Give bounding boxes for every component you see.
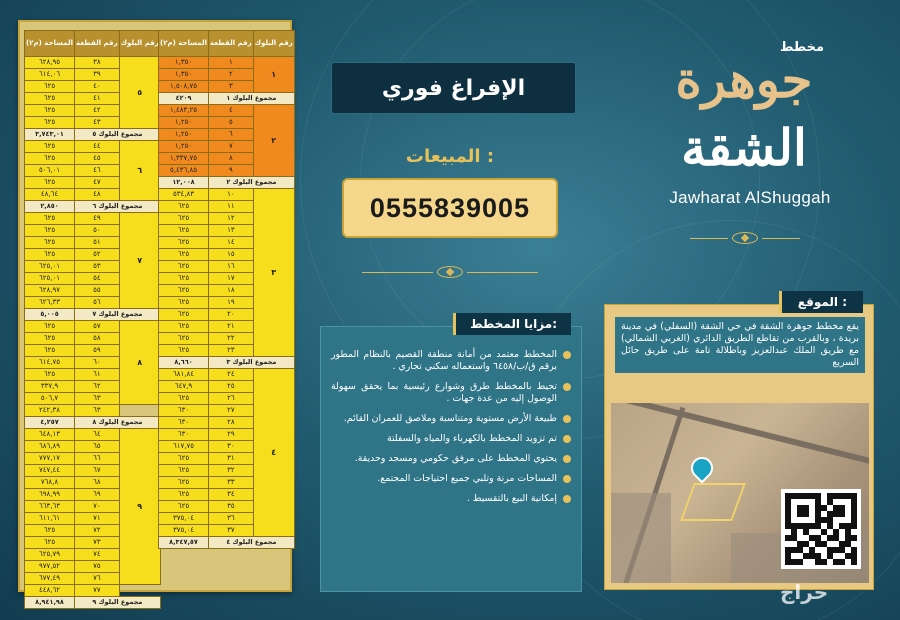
block-total-label: مجموع البلوك ٩ bbox=[75, 597, 161, 609]
lot-area: ٦٢٥ bbox=[159, 261, 209, 273]
lot-number: ٥٠ bbox=[75, 225, 120, 237]
block-number: ٧ bbox=[119, 213, 160, 309]
lot-number: ٦١ bbox=[75, 369, 120, 381]
lot-number: ٦٧ bbox=[75, 465, 120, 477]
table-row bbox=[25, 141, 161, 153]
lot-number: ٤٨ bbox=[75, 189, 120, 201]
watermark-logo: حراج bbox=[780, 580, 829, 604]
lot-area: ٤٤٨,٦٢ bbox=[25, 585, 75, 597]
location-map[interactable] bbox=[611, 403, 869, 583]
lot-area: ٦٢٥ bbox=[25, 153, 75, 165]
lot-number: ٣٨ bbox=[75, 57, 120, 69]
table-row bbox=[159, 369, 295, 381]
lot-area: ١,٣٣٧,٧٥ bbox=[159, 153, 209, 165]
lot-area: ١,٢٥٠ bbox=[159, 141, 209, 153]
lot-number: ٤٠ bbox=[75, 81, 120, 93]
location-description: يقع مخطط جوهرة الشقة في حي الشقة (السفلي) في مدينة بريدة ، وبالقرب من تقاطع الطريق الدائري (الغربي الشمالي) مع طريق الملك عبدالعزيز وباطلالة تامة على طريق حائل السريع bbox=[615, 317, 865, 373]
lot-area: ٦٢٥ bbox=[25, 537, 75, 549]
lot-area: ٦٢٥ bbox=[159, 333, 209, 345]
lot-number: ٣ bbox=[209, 81, 254, 93]
lot-area: ٩٧٧,٥٢ bbox=[25, 561, 75, 573]
header-area: المساحة (م٢) bbox=[159, 31, 209, 57]
lot-number: ٨ bbox=[209, 153, 254, 165]
lot-area: ٦٧٧,٤٩ bbox=[25, 573, 75, 585]
lot-area: ٧٦٨,٨ bbox=[25, 477, 75, 489]
lot-number: ٧٠ bbox=[75, 501, 120, 513]
lots-table-panel bbox=[18, 20, 293, 606]
header-block: رقم البلوك bbox=[253, 31, 294, 57]
lot-number: ٣١ bbox=[209, 453, 254, 465]
ornament-divider bbox=[690, 228, 800, 248]
feature-text: تحيط بالمخطط طرق وشوارع رئيسية بما يحقق سهولة الوصول إليه من عدة جهات . bbox=[331, 381, 557, 404]
block-total-row bbox=[159, 357, 295, 369]
table-row bbox=[159, 189, 295, 201]
lot-area: ٦٢٥ bbox=[25, 333, 75, 345]
lot-number: ٤٤ bbox=[75, 141, 120, 153]
lot-area: ٧٤٧,٤٤ bbox=[25, 465, 75, 477]
lot-number: ٥١ bbox=[75, 237, 120, 249]
lot-number: ٧٧ bbox=[75, 585, 120, 597]
lot-number: ١٢ bbox=[209, 213, 254, 225]
brand-prefix: مخطط bbox=[779, 40, 824, 55]
lot-number: ٢٦ bbox=[209, 393, 254, 405]
block-total-label: مجموع البلوك ٣ bbox=[209, 357, 295, 369]
lot-area: ٦٢٥ bbox=[159, 225, 209, 237]
lot-number: ١٦ bbox=[209, 261, 254, 273]
block-total-value: ٨,٦٦٠ bbox=[159, 357, 209, 369]
lot-number: ٧١ bbox=[75, 513, 120, 525]
lot-area: ٦٢٥ bbox=[159, 393, 209, 405]
lot-number: ٦٤ bbox=[75, 429, 120, 441]
lot-number: ٥٥ bbox=[75, 285, 120, 297]
feature-item bbox=[331, 413, 571, 425]
block-total-row bbox=[25, 309, 161, 321]
table-row bbox=[25, 321, 161, 333]
lot-area: ٦٢٥ bbox=[159, 201, 209, 213]
lot-number: ٢٠ bbox=[209, 309, 254, 321]
lot-area: ٦٢٦,٣٣ bbox=[25, 297, 75, 309]
lot-area: ٦٢٥ bbox=[25, 141, 75, 153]
block-number: ٣ bbox=[253, 189, 294, 357]
lot-area: ٦٢٥ bbox=[159, 489, 209, 501]
lot-area: ٦٢٨,٩٧ bbox=[25, 285, 75, 297]
lot-number: ٦٣ bbox=[75, 393, 120, 405]
lot-area: ٦٣٠ bbox=[159, 405, 209, 417]
lot-area: ٦٢٨,٩٥ bbox=[25, 57, 75, 69]
brand-name-english: Jawharat AlShuggah bbox=[669, 188, 831, 207]
lot-number: ٤٩ bbox=[75, 213, 120, 225]
lot-area: ٦٢٥ bbox=[25, 105, 75, 117]
lot-number: ٥٨ bbox=[75, 333, 120, 345]
lot-area: ٦٢٥ bbox=[25, 525, 75, 537]
lot-area: ٦٨٦,٨٩ bbox=[25, 441, 75, 453]
table-row bbox=[159, 57, 295, 69]
block-total-value: ١٢,٠٠٨ bbox=[159, 177, 209, 189]
lot-area: ٦٢٥ bbox=[159, 297, 209, 309]
location-title: الموقع : bbox=[779, 291, 863, 313]
block-total-label: مجموع البلوك ٨ bbox=[75, 417, 161, 429]
block-number: ٥ bbox=[119, 57, 160, 129]
lot-area: ٦٢٥ bbox=[25, 177, 75, 189]
lot-area: ٦٢٥ bbox=[159, 213, 209, 225]
lot-area: ٧٧٧,١٧ bbox=[25, 453, 75, 465]
ornament-divider bbox=[362, 262, 538, 282]
lot-area: ٦٢٥ bbox=[25, 81, 75, 93]
lot-number: ٥٧ bbox=[75, 321, 120, 333]
lot-number: ٧٥ bbox=[75, 561, 120, 573]
lot-area: ٦٢٥ bbox=[159, 309, 209, 321]
lot-number: ٧٤ bbox=[75, 549, 120, 561]
lot-area: ٦٢٥ bbox=[25, 213, 75, 225]
header-block: رقم البلوك bbox=[119, 31, 160, 57]
lot-number: ٣٢ bbox=[209, 465, 254, 477]
lot-area: ٦٢٥,٠١ bbox=[25, 261, 75, 273]
bullet-icon bbox=[563, 475, 571, 483]
lot-number: ٢٤ bbox=[209, 369, 254, 381]
table-header-row bbox=[25, 31, 161, 57]
lot-area: ٦٣٠ bbox=[159, 417, 209, 429]
qr-module bbox=[851, 559, 857, 565]
map-pin-icon bbox=[686, 452, 717, 483]
lot-number: ٦٨ bbox=[75, 477, 120, 489]
lot-area: ٥٠٦,٧ bbox=[25, 393, 75, 405]
lot-number: ٣٣ bbox=[209, 477, 254, 489]
block-total-value: ٤,٢٥٧ bbox=[25, 417, 75, 429]
lot-area: ٦٢٥ bbox=[25, 321, 75, 333]
lot-number: ٦٢ bbox=[75, 381, 120, 393]
block-number: ٦ bbox=[119, 141, 160, 201]
block-total-value: ٥,٠٠٥ bbox=[25, 309, 75, 321]
lot-number: ٤١ bbox=[75, 93, 120, 105]
feature-item bbox=[331, 493, 571, 505]
header-lot: رقم القطعة bbox=[209, 31, 254, 57]
lot-area: ٦٢٥ bbox=[159, 453, 209, 465]
plot-outline bbox=[680, 483, 746, 521]
block-total-row bbox=[25, 129, 161, 141]
lot-number: ١٥ bbox=[209, 249, 254, 261]
lot-area: ٣٣٧,٩ bbox=[25, 381, 75, 393]
lot-area: ٥٠٦,٠١ bbox=[25, 165, 75, 177]
lot-number: ١٣ bbox=[209, 225, 254, 237]
block-total-label: مجموع البلوك ٧ bbox=[75, 309, 161, 321]
lot-number: ١٨ bbox=[209, 285, 254, 297]
lot-area: ٦٦٣,٦٣ bbox=[25, 501, 75, 513]
lot-number: ٧٣ bbox=[75, 537, 120, 549]
feature-item bbox=[331, 349, 571, 373]
brand-name-line2: الشقة bbox=[681, 118, 807, 177]
lot-area: ٦٢٥ bbox=[25, 237, 75, 249]
feature-text: المخطط معتمد من أمانة منطقة القصيم بالنظام المطور برقم ق/ب/٦٤٥٨ واستعماله سكني تجاري . bbox=[331, 349, 557, 372]
block-number: ٢ bbox=[253, 105, 294, 177]
lot-number: ٥٩ bbox=[75, 345, 120, 357]
lot-area: ١,٢٥٠ bbox=[159, 117, 209, 129]
lot-area: ٣٧٥,٠٤ bbox=[159, 525, 209, 537]
lot-area: ٦٢٥ bbox=[159, 501, 209, 513]
feature-text: تم تزويد المخطط بالكهرباء والمياه والسفلتة bbox=[386, 433, 557, 444]
lot-area: ١,٤٨٣,٢٥ bbox=[159, 105, 209, 117]
lot-number: ٣٥ bbox=[209, 501, 254, 513]
lot-number: ٢١ bbox=[209, 321, 254, 333]
bullet-icon bbox=[563, 435, 571, 443]
feature-text: يحتوي المخطط على مرفق حكومي ومسجد وحديقة. bbox=[354, 453, 557, 464]
lot-number: ١ bbox=[209, 57, 254, 69]
bullet-icon bbox=[563, 455, 571, 463]
features-list bbox=[321, 327, 581, 505]
instant-transfer-badge: الإفراغ فوري bbox=[331, 62, 576, 114]
lot-area: ٦٢٥ bbox=[159, 249, 209, 261]
feature-item bbox=[331, 453, 571, 465]
location-box bbox=[604, 295, 874, 590]
table-header-row bbox=[159, 31, 295, 57]
lot-number: ٢ bbox=[209, 69, 254, 81]
features-title: مزايا المخطط: bbox=[453, 313, 571, 335]
lot-number: ٦٥ bbox=[75, 441, 120, 453]
lot-number: ٤ bbox=[209, 105, 254, 117]
block-total-row bbox=[25, 417, 161, 429]
brand-name-line1: جوهرة bbox=[675, 50, 813, 109]
bullet-icon bbox=[563, 351, 571, 359]
lot-number: ٢٨ bbox=[209, 417, 254, 429]
header-lot: رقم القطعة bbox=[75, 31, 120, 57]
lot-number: ٦٠ bbox=[75, 357, 120, 369]
lot-number: ٥٤ bbox=[75, 273, 120, 285]
lot-area: ٥,٤٣٦,٨٥ bbox=[159, 165, 209, 177]
lot-area: ٦٤٧,٩ bbox=[159, 381, 209, 393]
lot-number: ١٧ bbox=[209, 273, 254, 285]
lot-area: ٦٢٥,٠١ bbox=[25, 273, 75, 285]
feature-text: المساحات مرنة وتلبي جميع احتياجات المجتمع. bbox=[377, 473, 557, 484]
qr-code[interactable] bbox=[781, 489, 861, 569]
lot-number: ١٩ bbox=[209, 297, 254, 309]
lot-area: ٦٢٥ bbox=[159, 345, 209, 357]
block-total-value: ٤٢٠٩ bbox=[159, 93, 209, 105]
lot-area: ٦١١,٦١ bbox=[25, 513, 75, 525]
lot-number: ٣٤ bbox=[209, 489, 254, 501]
table-row bbox=[25, 213, 161, 225]
lot-number: ١١ bbox=[209, 201, 254, 213]
brand-logo bbox=[630, 36, 870, 236]
lot-number: ٤٥ bbox=[75, 153, 120, 165]
lot-number: ٣٧ bbox=[209, 525, 254, 537]
block-total-row bbox=[159, 177, 295, 189]
lot-number: ١٠ bbox=[209, 189, 254, 201]
lots-table-right bbox=[158, 30, 295, 549]
block-total-label: مجموع البلوك ٢ bbox=[209, 177, 295, 189]
block-total-value: ٨,٩٤١,٩٨ bbox=[25, 597, 75, 609]
block-number: ٤ bbox=[253, 369, 294, 537]
qr-code-pattern bbox=[785, 493, 857, 565]
lot-number: ٣٠ bbox=[209, 441, 254, 453]
lot-area: ٤٨,٦٤ bbox=[25, 189, 75, 201]
lot-area: ٦٢٥ bbox=[25, 93, 75, 105]
lot-area: ٦١٤,٠٦ bbox=[25, 69, 75, 81]
lot-area: ٦٢٥ bbox=[25, 117, 75, 129]
block-total-label: مجموع البلوك ٦ bbox=[75, 201, 161, 213]
lot-number: ٦٩ bbox=[75, 489, 120, 501]
block-total-label: مجموع البلوك ٥ bbox=[75, 129, 161, 141]
lot-number: ٣٦ bbox=[209, 513, 254, 525]
table-row bbox=[25, 405, 161, 417]
lot-area: ٦١٧,٧٥ bbox=[159, 441, 209, 453]
table-row bbox=[25, 585, 161, 597]
features-box bbox=[320, 317, 582, 592]
feature-item bbox=[331, 381, 571, 405]
lot-area: ٦٢٥ bbox=[159, 321, 209, 333]
lot-area: ٥٣٤,٨٣ bbox=[159, 189, 209, 201]
sales-label: المبيعات : bbox=[405, 146, 495, 167]
lot-number: ٤٧ bbox=[75, 177, 120, 189]
lot-area: ٦٢٥ bbox=[25, 345, 75, 357]
header-area: المساحة (م٢) bbox=[25, 31, 75, 57]
lot-number: ٥٦ bbox=[75, 297, 120, 309]
lot-number: ٩ bbox=[209, 165, 254, 177]
block-total-value: ٨,٣٤٧,٥٧ bbox=[159, 537, 209, 549]
lot-number: ٤٦ bbox=[75, 165, 120, 177]
block-total-value: ٣,٧٤٣,٠١ bbox=[25, 129, 75, 141]
lot-number: ٤٣ bbox=[75, 117, 120, 129]
lot-number: ٥ bbox=[209, 117, 254, 129]
block-total-row bbox=[25, 201, 161, 213]
block-number: ١ bbox=[253, 57, 294, 93]
block-total-label: مجموع البلوك ١ bbox=[209, 93, 295, 105]
lot-area: ٦٢٥ bbox=[159, 285, 209, 297]
feature-item bbox=[331, 473, 571, 485]
lot-area: ٦٣٠ bbox=[159, 429, 209, 441]
lot-area: ١,٣٥٠ bbox=[159, 69, 209, 81]
block-total-row bbox=[159, 93, 295, 105]
lot-number: ٢٣ bbox=[209, 345, 254, 357]
block-number: ٩ bbox=[119, 429, 160, 585]
lot-area: ٦٢٥ bbox=[25, 369, 75, 381]
table-row bbox=[159, 105, 295, 117]
lot-number: ٣٩ bbox=[75, 69, 120, 81]
lot-area: ٦١٤,٧٥ bbox=[25, 357, 75, 369]
lot-number: ٧ bbox=[209, 141, 254, 153]
lot-number: ٢٢ bbox=[209, 333, 254, 345]
lot-area: ١,٢٥٠ bbox=[159, 129, 209, 141]
lot-number: ٥٣ bbox=[75, 261, 120, 273]
lot-number: ٢٩ bbox=[209, 429, 254, 441]
lot-area: ٦٢٥ bbox=[159, 273, 209, 285]
map-block bbox=[611, 493, 671, 583]
lot-number: ٥٢ bbox=[75, 249, 120, 261]
block-total-value: ٢,٨٥٠ bbox=[25, 201, 75, 213]
lot-number: ٧٢ bbox=[75, 525, 120, 537]
lot-number: ١٤ bbox=[209, 237, 254, 249]
lot-area: ٦٢٥ bbox=[25, 249, 75, 261]
lot-number: ٦٣ bbox=[75, 405, 120, 417]
feature-item bbox=[331, 433, 571, 445]
lot-number: ٧٦ bbox=[75, 573, 120, 585]
bullet-icon bbox=[563, 383, 571, 391]
lot-number: ٢٧ bbox=[209, 405, 254, 417]
lot-area: ٦٢٥,٧٩ bbox=[25, 549, 75, 561]
block-total-label: مجموع البلوك ٤ bbox=[209, 537, 295, 549]
lot-number: ٦ bbox=[209, 129, 254, 141]
lot-area: ٦٢٥ bbox=[25, 225, 75, 237]
feature-text: إمكانية البيع بالتقسيط . bbox=[466, 493, 557, 504]
lot-area: ٦٢٥ bbox=[159, 477, 209, 489]
feature-text: طبيعة الأرض مستوية ومتناسبة وملاصق للعمران القائم. bbox=[343, 413, 557, 424]
block-number: ٨ bbox=[119, 321, 160, 405]
lot-area: ١,٣٥٠ bbox=[159, 57, 209, 69]
block-total-row bbox=[25, 597, 161, 609]
lot-area: ٣٧٥,٠٤ bbox=[159, 513, 209, 525]
lot-number: ٦٦ bbox=[75, 453, 120, 465]
block-total-row bbox=[159, 537, 295, 549]
lot-area: ٦٤٨,١٣ bbox=[25, 429, 75, 441]
lot-number: ٢٥ bbox=[209, 381, 254, 393]
lot-area: ٢٤٢,٣٨ bbox=[25, 405, 75, 417]
lots-table-left bbox=[24, 30, 161, 609]
bullet-icon bbox=[563, 415, 571, 423]
phone-number[interactable]: 0555839005 bbox=[342, 178, 558, 238]
map-road bbox=[611, 403, 869, 468]
bullet-icon bbox=[563, 495, 571, 503]
lot-number: ٤٢ bbox=[75, 105, 120, 117]
table-row bbox=[25, 57, 161, 69]
lot-area: ١,٥٠٨,٧٥ bbox=[159, 81, 209, 93]
lot-area: ٦٢٥ bbox=[159, 465, 209, 477]
table-row bbox=[25, 429, 161, 441]
lot-area: ٦٢٥ bbox=[159, 237, 209, 249]
lot-area: ٦٨١,٨٤ bbox=[159, 369, 209, 381]
lot-area: ٦٩٨,٩٩ bbox=[25, 489, 75, 501]
